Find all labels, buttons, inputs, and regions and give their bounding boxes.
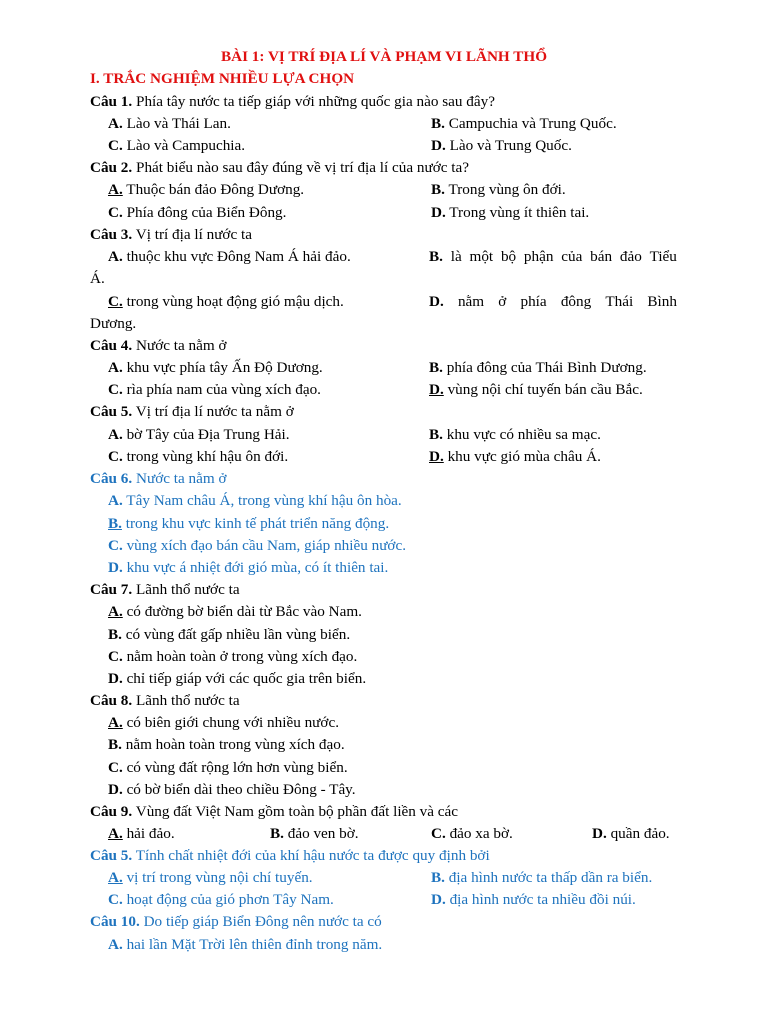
option-text: có đường bờ biển dài từ Bắc vào Nam. <box>126 603 362 620</box>
question-2-text: Phát biểu nào sau đây đúng về vị trí địa lí của nước ta? <box>136 159 469 176</box>
q5b-option-a <box>108 868 313 888</box>
q8-option-b <box>108 735 345 755</box>
option-label: B. <box>431 181 445 198</box>
q2-option-a <box>108 180 304 200</box>
option-text: khu vực có nhiều sa mạc. <box>446 426 601 443</box>
q5b-option-d <box>431 890 636 910</box>
question-10-text: Do tiếp giáp Biển Đông nên nước ta có <box>143 913 382 930</box>
q5-option-c <box>108 447 288 467</box>
q9-option-a <box>108 824 175 844</box>
option-label-answer: D. <box>429 381 444 398</box>
option-text: có vùng đất gấp nhiều lần vùng biển. <box>125 626 351 643</box>
question-6-text: Nước ta nằm ở <box>136 470 227 487</box>
option-label: C. <box>108 891 123 908</box>
option-text: Lào và Thái Lan. <box>126 115 231 132</box>
option-label: C. <box>108 537 123 554</box>
option-label-answer: A. <box>108 869 123 886</box>
option-label: D. <box>431 137 446 154</box>
q3-option-b-wrap: Á. <box>90 270 105 287</box>
question-2 <box>90 158 469 178</box>
q1-option-a <box>108 114 231 134</box>
option-text: hai lần Mặt Trời lên thiên đỉnh trong năm. <box>126 936 383 953</box>
question-7-label: Câu 7. <box>90 581 133 598</box>
q3-option-b: B. là một bộ phận của bán đảo Tiểu <box>429 248 677 265</box>
option-label: A. <box>108 115 123 132</box>
q3-option-c <box>108 292 344 312</box>
option-text: nằm hoàn toàn ở trong vùng xích đạo. <box>126 648 358 665</box>
option-label: C. <box>431 825 446 842</box>
option-label: B. <box>429 248 443 265</box>
option-label-answer: A. <box>108 181 123 198</box>
q4-option-b <box>429 358 647 378</box>
question-10-label: Câu 10. <box>90 913 140 930</box>
question-9-text: Vùng đất Việt Nam gồm toàn bộ phần đất liền và các <box>135 803 459 820</box>
option-label: A. <box>108 248 123 265</box>
question-8 <box>90 691 240 711</box>
option-text: có biên giới chung với nhiều nước. <box>126 714 339 731</box>
q10-option-a <box>108 935 382 955</box>
option-text: vùng xích đạo bán cầu Nam, giáp nhiều nước. <box>126 537 406 554</box>
question-2-label: Câu 2. <box>90 159 133 176</box>
option-label: A. <box>108 936 123 953</box>
q6-option-a <box>108 491 402 511</box>
option-label-answer: A. <box>108 825 123 842</box>
question-5b-text: Tính chất nhiệt đới của khí hậu nước ta được quy định bởi <box>135 847 490 864</box>
question-1-label: Câu 1. <box>90 93 133 110</box>
option-text: chỉ tiếp giáp với các quốc gia trên biển. <box>126 670 367 687</box>
q4-option-d <box>429 380 643 400</box>
option-text: Trong vùng ít thiên tai. <box>449 204 590 221</box>
q3-option-d: D. nằm ở phía đông Thái Bình <box>429 293 677 310</box>
option-text: trong vùng khí hậu ôn đới. <box>126 448 289 465</box>
question-3-text: Vị trí địa lí nước ta <box>135 226 252 243</box>
option-text: Lào và Campuchia. <box>126 137 246 154</box>
q5-option-b <box>429 425 601 445</box>
option-text: có vùng đất rộng lớn hơn vùng biển. <box>126 759 348 776</box>
q8-option-c <box>108 758 348 778</box>
option-text: thuộc khu vực Đông Nam Á hải đảo. <box>126 248 351 265</box>
q1-option-c <box>108 136 245 156</box>
option-text: khu vực á nhiệt đới gió mùa, có ít thiên tai. <box>126 559 389 576</box>
option-text: hải đảo. <box>126 825 175 842</box>
option-text: bờ Tây của Địa Trung Hải. <box>126 426 290 443</box>
option-text: rìa phía nam của vùng xích đạo. <box>126 381 321 398</box>
option-text: phía đông của Thái Bình Dương. <box>446 359 647 376</box>
q7-option-a <box>108 602 362 622</box>
question-6-label: Câu 6. <box>90 470 133 487</box>
option-text: đảo ven bờ. <box>287 825 359 842</box>
question-8-text: Lãnh thổ nước ta <box>136 692 240 709</box>
q8-option-a <box>108 713 339 733</box>
q3-option-a <box>108 247 351 267</box>
option-label: A. <box>108 426 123 443</box>
question-4 <box>90 336 227 356</box>
q6-option-d <box>108 558 388 578</box>
q7-option-d <box>108 669 366 689</box>
question-5b <box>90 846 490 866</box>
option-label: D. <box>108 559 123 576</box>
question-5-label: Câu 5. <box>90 403 133 420</box>
q7-option-c <box>108 647 357 667</box>
option-label: A. <box>108 359 123 376</box>
question-5b-label: Câu 5. <box>90 847 133 864</box>
option-text: hoạt động của gió phơn Tây Nam. <box>126 891 334 908</box>
q5b-option-b <box>431 868 652 888</box>
question-7-text: Lãnh thổ nước ta <box>136 581 240 598</box>
option-label: B. <box>108 736 122 753</box>
option-text: có bờ biển dài theo chiều Đông - Tây. <box>126 781 356 798</box>
option-text: Campuchia và Trung Quốc. <box>448 115 617 132</box>
option-label: D. <box>592 825 607 842</box>
option-text: địa hình nước ta thấp dần ra biển. <box>448 869 653 886</box>
option-text: địa hình nước ta nhiều đồi núi. <box>449 891 636 908</box>
q2-option-b <box>431 180 566 200</box>
question-3-label: Câu 3. <box>90 226 133 243</box>
q6-option-c <box>108 536 406 556</box>
option-label: D. <box>108 781 123 798</box>
option-label-answer: B. <box>108 515 122 532</box>
q1-option-d <box>431 136 572 156</box>
question-5-text: Vị trí địa lí nước ta nằm ở <box>135 403 294 420</box>
option-text: khu vực gió mùa châu Á. <box>447 448 601 465</box>
option-text: Thuộc bán đảo Đông Dương. <box>126 181 305 198</box>
q5-option-a <box>108 425 290 445</box>
question-1-text: Phía tây nước ta tiếp giáp với những quốc gia nào sau đây? <box>136 93 495 110</box>
option-text: Lào và Trung Quốc. <box>449 137 572 154</box>
option-label: B. <box>108 626 122 643</box>
q9-option-b <box>270 824 359 844</box>
option-text: vị trí trong vùng nội chí tuyến. <box>126 869 313 886</box>
option-label: D. <box>429 293 444 310</box>
q4-option-c <box>108 380 321 400</box>
q9-option-c <box>431 824 513 844</box>
section-heading: I. TRẮC NGHIỆM NHIỀU LỰA CHỌN <box>90 70 355 87</box>
option-label: C. <box>108 137 123 154</box>
question-6 <box>90 469 227 489</box>
q7-option-b <box>108 625 350 645</box>
q1-option-b <box>431 114 617 134</box>
option-label: C. <box>108 381 123 398</box>
option-label: A. <box>108 492 123 509</box>
option-text: đảo xa bờ. <box>449 825 513 842</box>
q2-option-c <box>108 203 286 223</box>
option-text: nằm hoàn toàn trong vùng xích đạo. <box>125 736 345 753</box>
option-label: D. <box>431 891 446 908</box>
option-text: Trong vùng ôn đới. <box>448 181 566 198</box>
option-label: D. <box>108 670 123 687</box>
question-9-label: Câu 9. <box>90 803 133 820</box>
page-title: BÀI 1: VỊ TRÍ ĐỊA LÍ VÀ PHẠM VI LÃNH THỔ <box>220 48 548 65</box>
option-text: Tây Nam châu Á, trong vùng khí hậu ôn hòa. <box>126 492 402 509</box>
option-label: D. <box>431 204 446 221</box>
option-label: B. <box>431 115 445 132</box>
option-label: C. <box>108 204 123 221</box>
q5b-option-c <box>108 890 334 910</box>
question-3 <box>90 225 252 245</box>
option-label: C. <box>108 648 123 665</box>
q4-option-a <box>108 358 323 378</box>
q5-option-d <box>429 447 601 467</box>
question-7 <box>90 580 240 600</box>
option-label-answer: A. <box>108 603 123 620</box>
option-text: quần đảo. <box>610 825 670 842</box>
question-9 <box>90 802 458 822</box>
q6-option-b <box>108 514 389 534</box>
option-label-answer: D. <box>429 448 444 465</box>
option-label: B. <box>431 869 445 886</box>
q9-option-d <box>592 824 670 844</box>
option-text: khu vực phía tây Ấn Độ Dương. <box>126 359 323 376</box>
question-1 <box>90 92 495 112</box>
q2-option-d <box>431 203 589 223</box>
option-label: C. <box>108 759 123 776</box>
option-label-answer: C. <box>108 293 123 310</box>
option-text: trong vùng hoạt động gió mậu dịch. <box>126 293 344 310</box>
option-text: vùng nội chí tuyến bán cầu Bắc. <box>447 381 643 398</box>
question-4-label: Câu 4. <box>90 337 133 354</box>
option-text: trong khu vực kinh tế phát triển năng động. <box>125 515 390 532</box>
question-5 <box>90 402 294 422</box>
option-text: Phía đông của Biển Đông. <box>126 204 287 221</box>
q8-option-d <box>108 780 356 800</box>
q3-option-d-wrap: Dương. <box>90 315 137 332</box>
option-label: B. <box>429 359 443 376</box>
question-4-text: Nước ta nằm ở <box>136 337 227 354</box>
option-label: C. <box>108 448 123 465</box>
question-8-label: Câu 8. <box>90 692 133 709</box>
question-10 <box>90 912 382 932</box>
option-label-answer: A. <box>108 714 123 731</box>
option-label: B. <box>270 825 284 842</box>
option-label: B. <box>429 426 443 443</box>
